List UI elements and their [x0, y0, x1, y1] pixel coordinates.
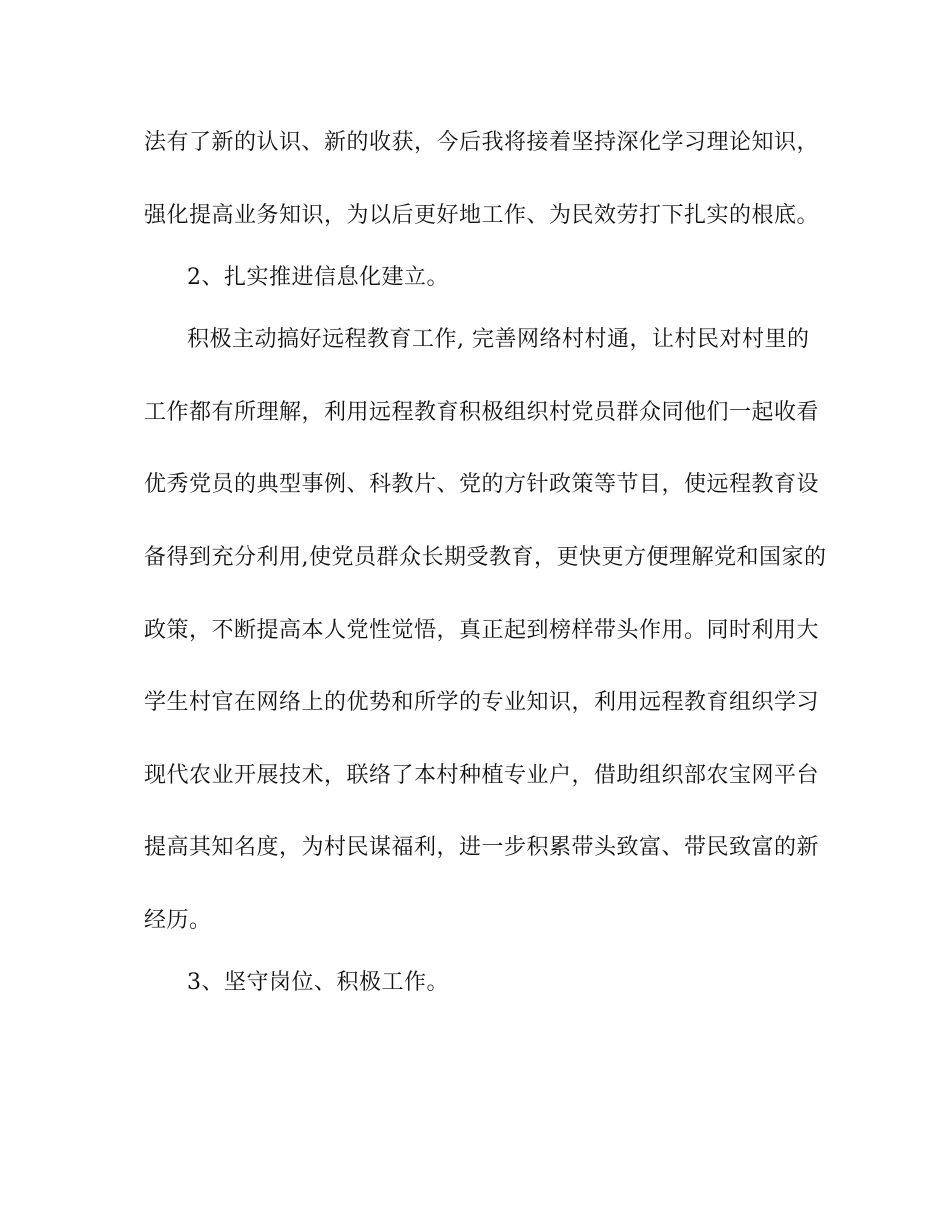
body-text-line: 备得到充分利用,使党员群众长期受教育，更快更方便理解党和国家的 [144, 545, 827, 570]
paragraph-first-line: 积极主动搞好远程教育工作, 完善网络村村通，让村民对村里的 [187, 327, 810, 352]
body-text-line: 提高其知名度，为村民谋福利，进一步积累带头致富、带民致富的新 [144, 835, 820, 860]
section-heading: 2、扎实推进信息化建立。 [187, 265, 449, 290]
body-text-line: 优秀党员的典型事例、科教片、党的方针政策等节目，使远程教育设 [144, 472, 820, 497]
section-heading: 3、坚守岗位、积极工作。 [187, 970, 449, 995]
body-text-line: 政策，不断提高本人党性觉悟，真正起到榜样带头作用。同时利用大 [144, 618, 820, 643]
body-text-line: 强化提高业务知识，为以后更好地工作、为民效劳打下扎实的根底。 [144, 203, 820, 228]
body-text-line: 法有了新的认识、新的收获，今后我将接着坚持深化学习理论知识， [144, 130, 820, 155]
body-text-line: 学生村官在网络上的优势和所学的专业知识，利用远程教育组织学习 [144, 690, 820, 715]
body-text-line: 经历。 [144, 908, 212, 933]
body-text-line: 工作都有所理解，利用远程教育积极组织村党员群众同他们一起收看 [144, 400, 820, 425]
body-text-line: 现代农业开展技术，联络了本村种植专业户，借助组织部农宝网平台 [144, 763, 820, 788]
